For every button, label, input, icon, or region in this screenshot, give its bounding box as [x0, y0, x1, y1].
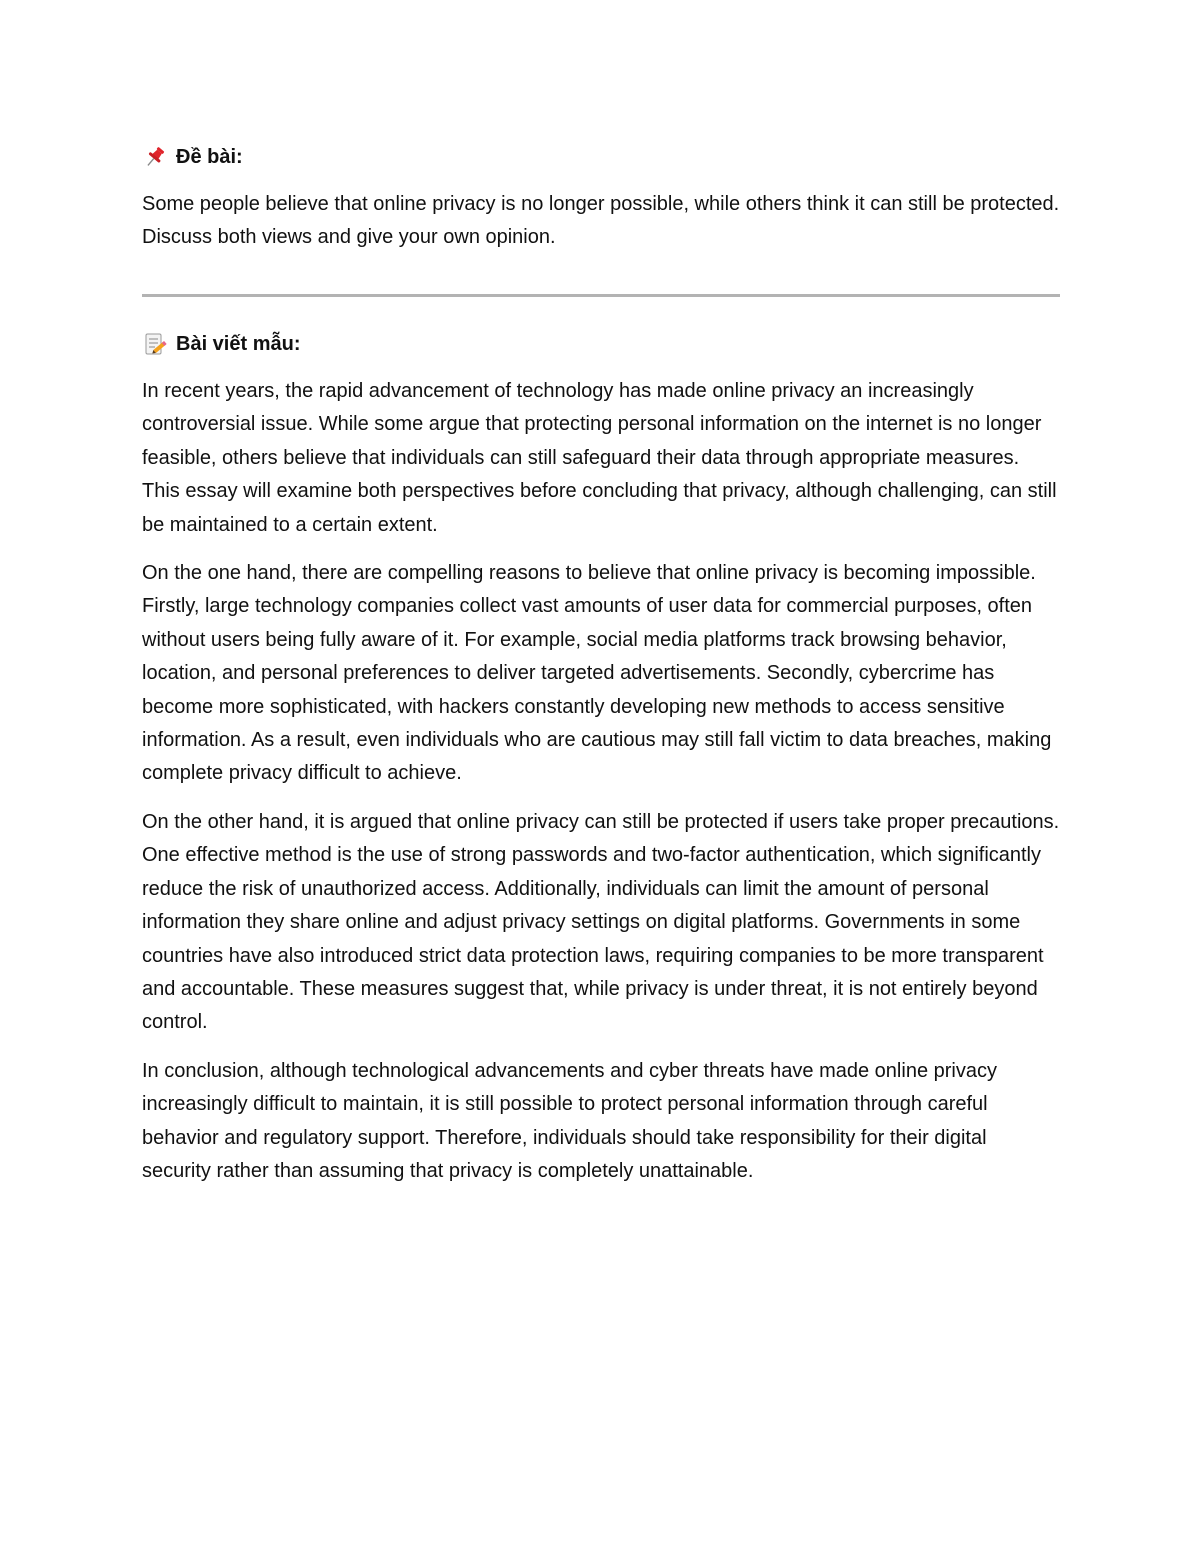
essay-body: [142, 375, 1060, 1188]
essay-heading: [142, 327, 1060, 361]
essay-heading-label: Bài viết mẫu:: [176, 333, 301, 355]
prompt-line-2: Discuss both views and give your own opinion.: [142, 226, 556, 248]
essay-paragraph-conclusion: In conclusion, although technological advancements and cyber threats have made online privacy increasingly difficult to maintain, it is still possible to protect personal information through careful behavior and regulatory support. Therefore, individuals should take responsibility for their digital security rather than assuming that privacy is completely unattainable.: [142, 1059, 997, 1182]
essay-paragraph-body-1: On the one hand, there are compelling reasons to believe that online privacy is becoming impossible. Firstly, large technology companies collect vast amounts of user data for commercial purposes, often without users being fully aware of it. For example, social media platforms track browsing behavior, location, and personal preferences to deliver targeted advertisements. Secondly, cybercrime has become more sophisticated, with hackers constantly developing new methods to access sensitive information. As a result, even individuals who are cautious may still fall victim to data breaches, making complete privacy difficult to achieve.: [142, 562, 1052, 785]
essay-paragraph-body-2: On the other hand, it is argued that online privacy can still be protected if users take proper precautions. One effective method is the use of strong passwords and two-factor authentication, which significantly reduce the risk of unauthorized access. Additionally, individuals can limit the amount of personal information they share online and adjust privacy settings on digital platforms. Governments in some countries have also introduced strict data protection laws, requiring companies to be more transparent and accountable. These measures suggest that, while privacy is under threat, it is not entirely beyond control.: [142, 810, 1060, 1034]
essay-paragraph-intro: In recent years, the rapid advancement of technology has made online privacy an increasingly controversial issue. While some argue that protecting personal information on the internet is no longer feasible, others believe that individuals can still safeguard their data through appropriate measures. This essay will examine both perspectives before concluding that privacy, although challenging, can still be maintained to a certain extent.: [142, 380, 1057, 536]
section-divider: [142, 294, 1060, 297]
document-page: [142, 140, 1060, 1203]
prompt-line-1: Some people believe that online privacy is no longer possible, while others think it can still be protected.: [142, 193, 1060, 215]
prompt-heading-label: Đề bài:: [176, 146, 243, 168]
pushpin-icon: [142, 144, 168, 170]
prompt-heading: [142, 140, 1060, 174]
memo-icon: [142, 331, 168, 357]
